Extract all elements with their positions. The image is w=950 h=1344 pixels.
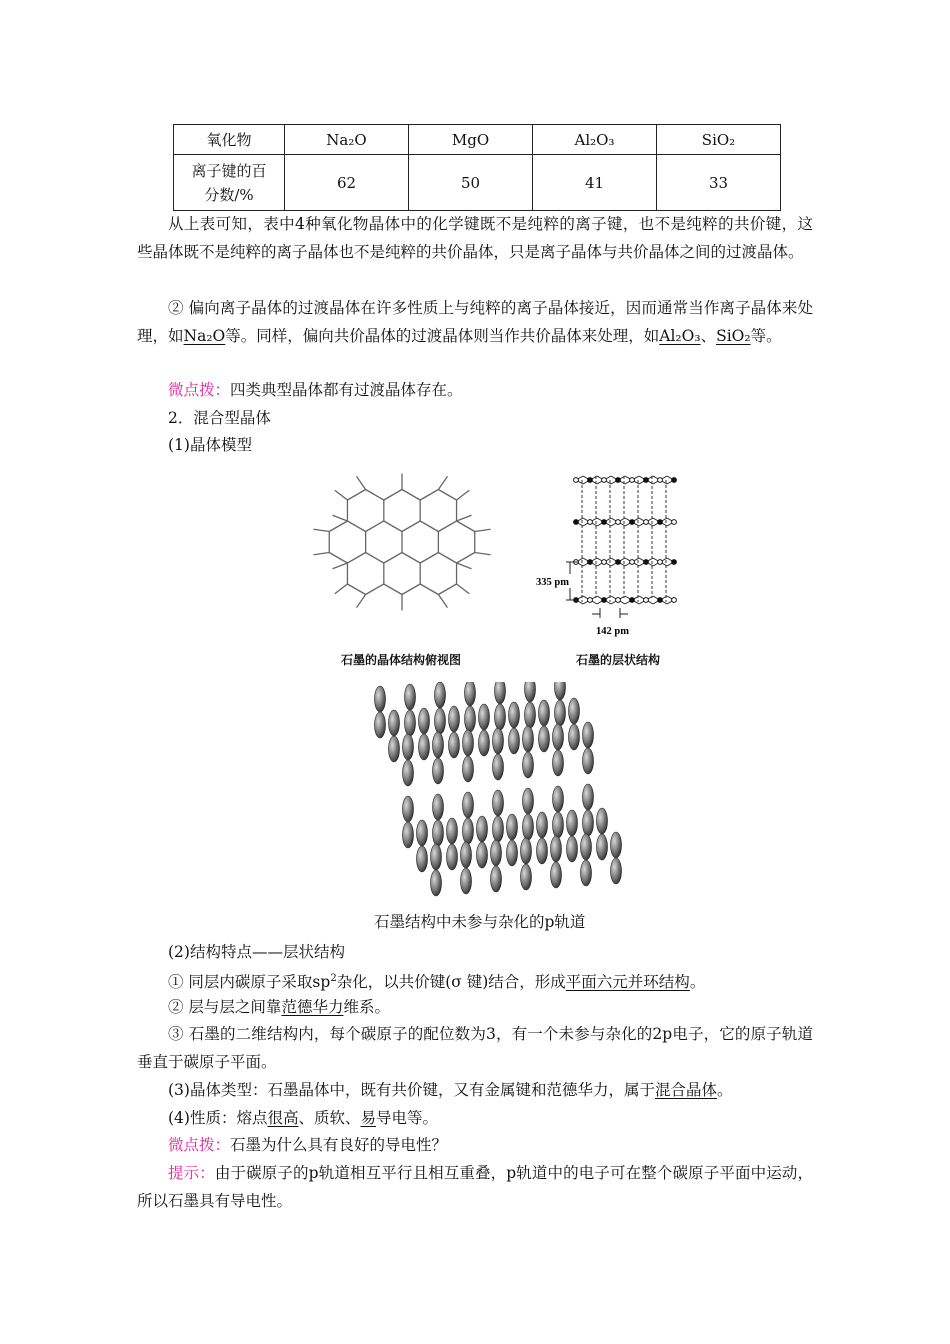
p-orbital — [493, 790, 504, 842]
interlayer-distance-label: 335 pm — [536, 577, 569, 588]
carbon-atom — [602, 598, 607, 603]
orbital-lobe — [465, 682, 476, 706]
orbital-lobe — [433, 794, 444, 820]
carbon-bond — [438, 476, 447, 489]
text-run: 维系。 — [343, 998, 390, 1016]
subsection-heading: (1)晶体模型 — [168, 436, 252, 454]
orbital-lobe — [555, 682, 566, 700]
p-orbital — [581, 834, 592, 886]
orbital-lobe — [597, 834, 608, 860]
p-orbital — [521, 838, 532, 890]
text-run: ① 同层内碳原子采取sp — [168, 973, 331, 991]
figure-caption: 石墨的层状结构 — [576, 653, 661, 667]
orbital-lobe — [405, 710, 416, 736]
orbital-lobe — [465, 706, 476, 732]
orbital-lobe — [495, 704, 506, 730]
orbital-lobe — [463, 756, 474, 782]
carbon-bond — [347, 553, 365, 564]
p-orbital — [375, 686, 386, 738]
p-orbital — [523, 726, 534, 778]
orbital-lobe — [433, 758, 444, 784]
orbital-lobe — [477, 816, 488, 842]
text-run: 导电等。 — [376, 1109, 439, 1127]
structure-point-1 — [137, 965, 813, 996]
orbital-lobe — [389, 710, 400, 736]
graphite-layer-structure-figure — [530, 462, 690, 642]
carbon-bond — [438, 490, 456, 501]
carbon-bond — [438, 595, 447, 608]
orbital-lobe — [539, 700, 550, 726]
table-row-label — [174, 155, 285, 211]
orbital-lobe — [463, 792, 474, 818]
p-orbital — [495, 682, 506, 730]
orbital-lobe — [375, 712, 386, 738]
hint-note — [137, 1159, 813, 1215]
p-orbital — [431, 844, 442, 896]
p-orbital — [569, 698, 580, 750]
orbital-lobe — [567, 836, 578, 862]
orbital-lobe — [553, 812, 564, 838]
text-run: 。 — [689, 973, 706, 991]
orbital-lobe — [431, 870, 442, 896]
orbital-lobe — [495, 682, 506, 704]
orbital-lobe — [493, 790, 504, 816]
orbital-lobe — [551, 862, 562, 888]
text-run: ② 偏向离子晶体的过渡晶体在许多性质上与纯粹的离子晶体接近，因而通常当作离子晶体来处理，如 — [137, 299, 813, 345]
carbon-atom — [630, 478, 635, 483]
carbon-bond — [457, 584, 470, 594]
oxide-ionic-bond-table — [173, 124, 781, 211]
p-orbital — [433, 732, 444, 784]
carbon-atom — [630, 598, 635, 603]
orbital-lobe — [553, 786, 564, 812]
p-orbital — [491, 840, 502, 892]
carbon-bond — [384, 521, 402, 532]
carbon-atom — [672, 478, 677, 483]
property-point — [137, 1104, 813, 1132]
orbital-lobe — [447, 844, 458, 870]
structure-point-3: ③ 石墨的二维结构内，每个碳原子的配位数为3，有一个未参与杂化的2p电子，它的原子轨道垂直于碳原子平面。 — [137, 1025, 813, 1071]
p-orbital — [553, 724, 564, 776]
orbital-lobe — [493, 816, 504, 842]
underlined-answer: SiO₂ — [716, 327, 751, 345]
orbital-lobe — [375, 686, 386, 712]
carbon-atom — [658, 598, 663, 603]
orbital-lobe — [419, 708, 430, 734]
table-cell: 50 — [409, 155, 533, 211]
underlined-answer: 平面六元并环结构 — [565, 973, 690, 991]
table-row — [174, 155, 781, 211]
text-run: 、质软、 — [298, 1109, 361, 1127]
p-orbital — [435, 682, 446, 734]
orbital-lobe — [509, 702, 520, 728]
orbital-lobe — [493, 728, 504, 754]
orbital-lobe — [509, 728, 520, 754]
carbon-bond — [366, 521, 384, 532]
carbon-bond — [475, 553, 491, 555]
carbon-bond — [402, 521, 420, 532]
orbital-lobe — [491, 866, 502, 892]
orbital-lobe — [447, 818, 458, 844]
text-run: 。 — [716, 1081, 733, 1099]
p-orbital — [567, 810, 578, 862]
p-orbital — [539, 700, 550, 752]
carbon-atom — [630, 560, 635, 565]
carbon-bond — [420, 553, 438, 564]
p-orbital — [583, 784, 594, 836]
carbon-bond — [333, 563, 348, 569]
carbon-bond — [335, 584, 348, 594]
layer-lines — [566, 476, 676, 618]
carbon-bond — [313, 529, 329, 531]
orbital-lobe — [525, 702, 536, 728]
orbital-lobe — [523, 788, 534, 814]
carbon-bond — [366, 584, 384, 595]
tip-text: 石墨为什么具有良好的导电性？ — [230, 1136, 448, 1154]
orbital-lobe — [583, 748, 594, 774]
p-orbital — [493, 728, 504, 780]
carbon-atom — [616, 598, 621, 603]
p-orbital — [389, 710, 400, 762]
carbon-bond — [347, 521, 365, 532]
carbon-bond — [402, 490, 420, 501]
carbon-atom — [588, 560, 593, 565]
text-run: ② 层与层之间靠 — [168, 998, 282, 1016]
tip-label: 微点拨： — [168, 1136, 231, 1154]
p-orbital — [419, 708, 430, 760]
carbon-bond — [313, 553, 329, 555]
underlined-answer: 混合晶体 — [654, 1081, 717, 1099]
text-run: 杂化，以共价键(σ 键)结合，形成 — [336, 973, 566, 991]
table-header-cell: SiO₂ — [657, 125, 781, 155]
carbon-atom — [588, 520, 593, 525]
p-orbital — [449, 706, 460, 758]
carbon-atom — [658, 560, 663, 565]
carbon-bond — [329, 521, 347, 532]
bond-length-label: 142 pm — [596, 626, 629, 637]
p-orbital — [447, 818, 458, 870]
carbon-bond — [347, 584, 365, 595]
orbital-lobe — [555, 700, 566, 726]
orbital-lobe — [611, 858, 622, 884]
underlined-answer: 范德华力 — [281, 998, 344, 1016]
carbon-bond — [335, 490, 348, 500]
carbon-bond — [420, 490, 438, 501]
carbon-bond — [457, 553, 475, 564]
tip-text: 四类典型晶体都有过渡晶体存在。 — [230, 381, 463, 399]
carbon-atom — [644, 478, 649, 483]
carbon-atom — [644, 560, 649, 565]
tip-note — [137, 376, 813, 404]
figure-caption: 石墨的晶体结构俯视图 — [341, 653, 462, 667]
orbital-lobe — [435, 682, 446, 708]
p-orbital — [477, 816, 488, 868]
orbital-lobe — [523, 814, 534, 840]
orbital-lobe — [449, 732, 460, 758]
carbon-bond — [384, 490, 402, 501]
orbital-lobe — [553, 724, 564, 750]
p-orbital — [465, 682, 476, 732]
p-orbital — [433, 794, 444, 846]
orbital-lobe — [403, 822, 414, 848]
orbital-lobe — [507, 814, 518, 840]
p-orbital — [463, 792, 474, 844]
section-heading: 2．混合型晶体 — [168, 409, 271, 427]
graphite-top-view-figure — [312, 468, 492, 616]
orbital-lobe — [435, 708, 446, 734]
orbital-lobe — [597, 808, 608, 834]
text-run: 、 — [700, 327, 717, 345]
orbital-lobe — [479, 704, 490, 730]
orbital-lobe — [551, 836, 562, 862]
row-label-line: 离子键的百 — [191, 161, 267, 180]
orbital-lobe — [537, 838, 548, 864]
carbon-bond — [420, 584, 438, 595]
orbital-lobe — [493, 754, 504, 780]
carbon-bond — [366, 490, 384, 501]
carbon-atom — [630, 520, 635, 525]
orbital-lobe — [581, 860, 592, 886]
orbital-lobe — [491, 840, 502, 866]
crystal-type-point — [137, 1076, 813, 1104]
orbital-lobe — [539, 726, 550, 752]
p-orbital — [405, 684, 416, 736]
carbon-bond — [402, 553, 420, 564]
p-orbital — [417, 820, 428, 872]
carbon-bond — [384, 584, 402, 595]
orbital-lobe — [479, 730, 490, 756]
carbon-atom — [602, 560, 607, 565]
orbital-lobe — [461, 842, 472, 868]
orbital-lobe — [433, 820, 444, 846]
p-orbital — [461, 842, 472, 894]
p-orbital — [537, 812, 548, 864]
structure-point-2 — [137, 993, 813, 1021]
p-orbital — [479, 704, 490, 756]
carbon-bond — [357, 476, 366, 489]
orbital-lobe — [461, 868, 472, 894]
p-orbital — [611, 832, 622, 884]
hint-label: 提示： — [168, 1164, 215, 1182]
carbon-bond — [438, 521, 456, 532]
underlined-answer: Al₂O₃ — [659, 327, 701, 345]
p-orbital — [551, 836, 562, 888]
p-orbital — [509, 702, 520, 754]
carbon-atom — [672, 598, 677, 603]
carbon-bond — [457, 563, 472, 569]
orbital-lobe — [525, 682, 536, 702]
carbon-bond — [420, 521, 438, 532]
carbon-atom — [672, 560, 677, 565]
orbital-lobe — [507, 840, 518, 866]
table-cell: 62 — [285, 155, 409, 211]
carbon-atom — [658, 478, 663, 483]
carbon-atom — [616, 478, 621, 483]
carbon-bond — [357, 595, 366, 608]
orbital-lobe — [403, 734, 414, 760]
text-run: 等。同样，偏向共价晶体的过渡晶体则当作共价晶体来处理，如 — [225, 327, 660, 345]
underlined-answer: 很高 — [267, 1109, 299, 1127]
orbital-lobe — [523, 726, 534, 752]
tip-note — [137, 1131, 813, 1159]
orbital-lobe — [567, 810, 578, 836]
p-orbital-figure — [360, 682, 640, 900]
orbital-lobe — [581, 834, 592, 860]
carbon-bond — [457, 515, 472, 521]
orbital-lobe — [521, 838, 532, 864]
orbital-lobe — [521, 864, 532, 890]
text-run: 等。 — [750, 327, 782, 345]
carbon-atom — [616, 560, 621, 565]
orbital-lobe — [611, 832, 622, 858]
orbital-lobe — [431, 844, 442, 870]
hint-text: 由于碳原子的p轨道相互平行且相互重叠，p轨道中的电子可在整个碳原子平面中运动，所以石墨具有导电性。 — [137, 1164, 813, 1210]
orbital-lobe — [583, 722, 594, 748]
carbon-bond — [329, 553, 347, 564]
carbon-atom — [588, 478, 593, 483]
orbital-lobe — [463, 730, 474, 756]
orbital-lobe — [433, 732, 444, 758]
table-cell: 33 — [657, 155, 781, 211]
p-orbital — [523, 788, 534, 840]
carbon-bond — [438, 553, 456, 564]
carbon-bond — [475, 529, 491, 531]
carbon-atom — [616, 520, 621, 525]
text-run: (4)性质：熔点 — [168, 1109, 268, 1127]
orbital-lobe — [463, 818, 474, 844]
p-orbital — [525, 682, 536, 728]
paragraph-transition-crystal — [137, 294, 813, 350]
table-cell: 41 — [533, 155, 657, 211]
p-orbital — [597, 808, 608, 860]
hexagon-lattice — [313, 474, 490, 611]
carbon-atom — [588, 598, 593, 603]
orbital-lobe — [583, 784, 594, 810]
subsection-heading: (2)结构特点——层状结构 — [168, 943, 345, 961]
orbital-lobe — [553, 750, 564, 776]
carbon-bond — [457, 521, 475, 532]
table-header-cell: MgO — [409, 125, 533, 155]
tip-label: 微点拨： — [168, 381, 231, 399]
carbon-bond — [384, 553, 402, 564]
orbital-lobe — [389, 736, 400, 762]
p-orbital — [403, 796, 414, 848]
orbital-lobe — [419, 734, 430, 760]
carbon-atom — [574, 478, 579, 483]
carbon-atom — [602, 520, 607, 525]
superscript: 2 — [330, 973, 337, 984]
p-orbital — [507, 814, 518, 866]
table-header-cell: Al₂O₃ — [533, 125, 657, 155]
orbital-lobe — [569, 724, 580, 750]
p-orbital — [583, 722, 594, 774]
p-orbital — [463, 730, 474, 782]
carbon-bond — [333, 515, 348, 521]
orbital-lobe — [403, 760, 414, 786]
p-orbital — [403, 734, 414, 786]
orbital-lobe — [417, 846, 428, 872]
orbital-lobe — [403, 796, 414, 822]
text-run: (3)晶体类型：石墨晶体中，既有共价键，又有金属键和范德华力，属于 — [168, 1081, 655, 1099]
orbital-lobe — [417, 820, 428, 846]
p-orbital — [555, 682, 566, 726]
carbon-bond — [438, 584, 456, 595]
p-orbital-lobes — [375, 682, 622, 896]
orbital-lobe — [583, 810, 594, 836]
orbital-lobe — [477, 842, 488, 868]
carbon-atom — [644, 520, 649, 525]
carbon-atom — [672, 520, 677, 525]
figure-caption: 石墨结构中未参与杂化的p轨道 — [374, 913, 586, 931]
carbon-bond — [402, 584, 420, 595]
table-row — [174, 125, 781, 155]
carbon-bond — [347, 490, 365, 501]
carbon-atom — [574, 520, 579, 525]
orbital-lobe — [405, 684, 416, 710]
carbon-atom — [658, 520, 663, 525]
orbital-lobe — [523, 752, 534, 778]
table-header-cell: 氧化物 — [174, 125, 285, 155]
orbital-lobe — [569, 698, 580, 724]
carbon-atom — [644, 598, 649, 603]
paragraph-conclusion: 从上表可知，表中4种氧化物晶体中的化学键既不是纯粹的离子键，也不是纯粹的共价键，这些晶体既不是纯粹的离子晶体也不是纯粹的共价晶体，只是离子晶体与共价晶体之间的过渡晶体。 — [137, 215, 813, 261]
row-label-line: 分数/% — [204, 185, 254, 204]
carbon-bond — [366, 553, 384, 564]
p-orbital — [553, 786, 564, 838]
carbon-bond — [457, 490, 470, 500]
table-header-cell: Na₂O — [285, 125, 409, 155]
orbital-lobe — [537, 812, 548, 838]
orbital-lobe — [449, 706, 460, 732]
underlined-answer: 易 — [360, 1109, 377, 1127]
carbon-atom — [602, 478, 607, 483]
underlined-answer: Na₂O — [183, 327, 226, 345]
